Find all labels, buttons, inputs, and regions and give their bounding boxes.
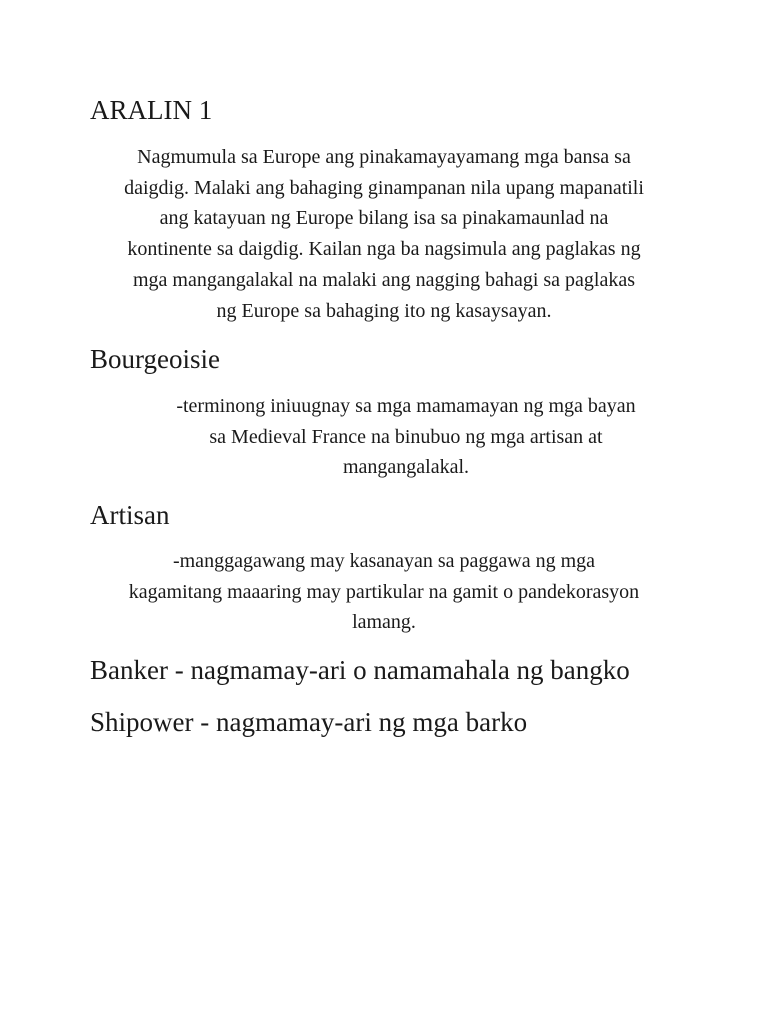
definition-line: mangangalakal. [342,456,470,479]
definition-artisan [60,546,708,638]
intro-line: kontinente sa daigdig. Kailan nga ba nagsimula ang paglakas ng [127,238,641,261]
intro-line: ng Europe sa bahaging ito ng kasaysayan. [216,299,552,322]
term-banker: Banker - nagmamay-ari o namamahala ng bangko [90,655,630,685]
definition-line: kagamitang maaaring may partikular na gamit o pandekorasyon [128,580,640,603]
intro-line: daigdig. Malaki ang bahaging ginampanan nila upang mapanatili [124,176,644,199]
definition-line: -terminong iniuugnay sa mga mamamayan ng mga bayan [176,395,636,417]
intro-line: ang katayuan ng Europe bilang isa sa pinakamaunlad na [159,207,609,230]
definition-line: lamang. [352,611,416,634]
intro-paragraph [60,142,708,326]
term-shipower: Shipower - nagmamay-ari ng mga barko [90,707,528,737]
intro-line: mga mangangalakal na malaki ang nagging bahagi sa paglakas [132,268,636,291]
definition-bourgeoisie [96,391,716,483]
definition-line: -manggagawang may kasanayan sa paggawa ng mga [172,550,596,572]
lesson-title: ARALIN 1 [90,95,213,125]
intro-line: Nagmumula sa Europe ang pinakamayayamang mga bansa sa [137,146,631,168]
term-heading-artisan: Artisan [90,500,170,530]
definition-line: sa Medieval France na binubuo ng mga artisan at [209,425,603,448]
term-heading-bourgeoisie: Bourgeoisie [90,344,220,374]
